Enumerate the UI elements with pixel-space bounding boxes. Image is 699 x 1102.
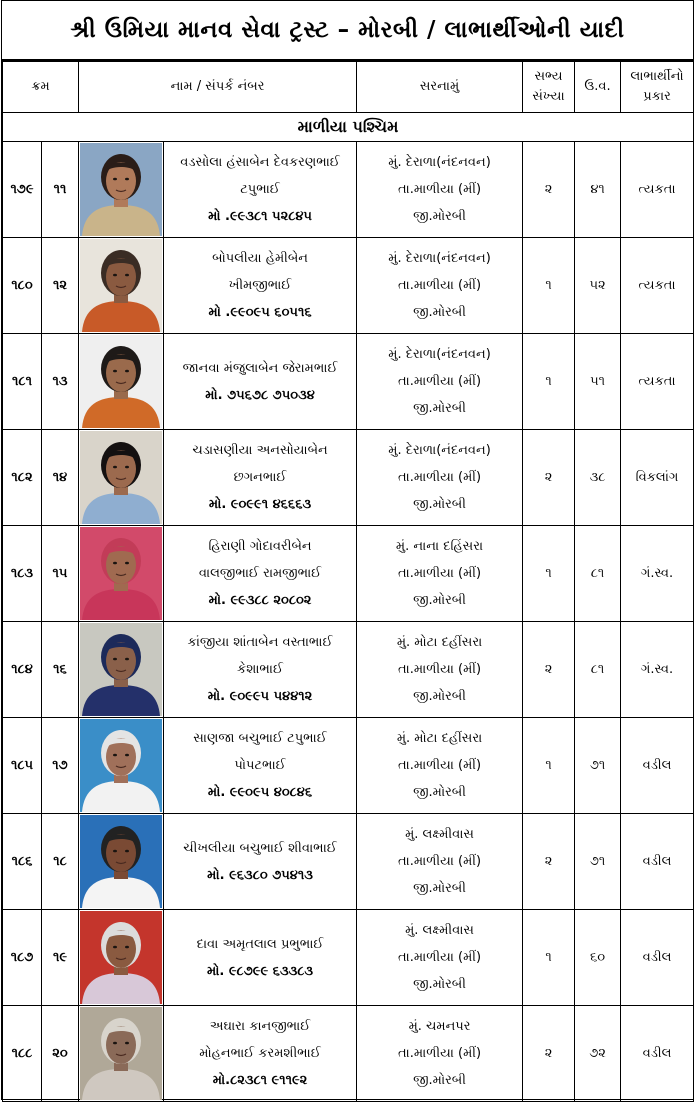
members-count: ૨ — [523, 142, 575, 238]
header-type-line1: લાભાર્થીનો — [630, 69, 684, 84]
beneficiary-name-line: બોપલીયા હેમીબેન — [212, 251, 308, 266]
sub-number: ૧૯ — [42, 910, 79, 1006]
beneficiary-name-line: અઘારા કાનજીભાઈ — [209, 1019, 311, 1034]
address-line: તા.માળીયા (મીં) — [397, 374, 482, 389]
header-members-line1: સભ્ય — [534, 69, 563, 84]
serial-number: ૧૮૩ — [3, 526, 42, 622]
section-row — [3, 113, 694, 142]
address-line: જી.મોરબી — [413, 689, 466, 704]
serial-number: ૧૮૨ — [3, 430, 42, 526]
beneficiary-type: ત્યકતા — [621, 334, 694, 430]
beneficiary-name-line: કેશાભાઈ — [237, 662, 284, 677]
address-line: તા.માળીયા (મીં) — [397, 950, 482, 965]
contact-number: મો. ૯૦૯૯૧ ૪૬૬૬૩ — [208, 497, 312, 512]
photo-frame — [80, 239, 162, 332]
address-line: મું. ચમનપર — [408, 1019, 471, 1034]
age-value: ૮૧ — [575, 526, 621, 622]
address-line: મું. દેરાળા(નંદનવન) — [388, 251, 491, 266]
address-line: જી.મોરબી — [413, 497, 466, 512]
beneficiary-name-line: કાંજીયા શાંતાબેન વસ્તાભાઈ — [187, 635, 333, 650]
address-line: તા.માળીયા (મીં) — [397, 662, 482, 677]
beneficiary-list-page — [1, 0, 694, 1100]
name-cell — [164, 238, 357, 334]
header-row — [3, 62, 694, 113]
members-count: ૧ — [523, 334, 575, 430]
age-value: ૫૧ — [575, 334, 621, 430]
name-cell — [164, 1006, 357, 1102]
age-value: ૭૨ — [575, 1006, 621, 1102]
photo-cell — [79, 718, 164, 814]
members-count: ૧ — [523, 910, 575, 1006]
beneficiary-type: વડીલ — [621, 814, 694, 910]
table-row — [3, 718, 694, 814]
serial-number: ૧૭૯ — [3, 142, 42, 238]
serial-number: ૧૮૪ — [3, 622, 42, 718]
contact-number: મો. ૯૬૩૮૦ ૭૫૪૧૩ — [207, 867, 313, 883]
header-type-line2: પ્રકાર — [643, 89, 671, 104]
beneficiary-name-line: છગનભાઈ — [233, 470, 287, 485]
portrait-photo — [80, 143, 162, 236]
contact-number: મો. ૯૮૭૯૯ ૬૩૩૮૩ — [206, 963, 314, 979]
beneficiary-name-line: જાનવા મંજુલાબેન જેરામભાઈ — [182, 360, 338, 376]
address-cell — [357, 238, 523, 334]
table-row — [3, 910, 694, 1006]
portrait-photo — [80, 911, 162, 1004]
serial-number: ૧૮૫ — [3, 718, 42, 814]
name-cell — [164, 526, 357, 622]
photo-frame — [80, 431, 162, 524]
sub-number: ૧૮ — [42, 814, 79, 910]
sub-number: ૧૧ — [42, 142, 79, 238]
beneficiary-type: વડીલ — [621, 718, 694, 814]
beneficiary-name-line: વાલજીભાઈ રામજીભાઈ — [198, 566, 322, 581]
photo-cell — [79, 238, 164, 334]
table-row — [3, 622, 694, 718]
contact-number: મો. ૯૯૩૮૮ ૨૦૮૦૨ — [208, 593, 312, 608]
address-cell — [357, 334, 523, 430]
sub-number: ૧૬ — [42, 622, 79, 718]
photo-cell — [79, 430, 164, 526]
photo-cell — [79, 334, 164, 430]
header-age: ઉ.વ. — [575, 62, 621, 113]
page-title: શ્રી ઉમિયા માનવ સેવા ટ્રસ્ટ – મોરબી / લાભાર્થીઓની યાદી — [2, 1, 693, 61]
serial-number: ૧૮૦ — [3, 238, 42, 334]
address-line: જી.મોરબી — [413, 1073, 466, 1088]
members-count: ૨ — [523, 622, 575, 718]
address-line: જી.મોરબી — [413, 977, 466, 992]
beneficiary-name-line: ટપુભાઈ — [240, 182, 280, 197]
name-cell — [164, 142, 357, 238]
table-row — [3, 526, 694, 622]
address-line: મું. દેરાળા(નંદનવન) — [388, 443, 491, 458]
section-title: માળીયા પશ્ચિમ — [3, 113, 694, 142]
table-row — [3, 814, 694, 910]
beneficiary-type: ગં.સ્વ. — [621, 526, 694, 622]
address-line: જી.મોરબી — [413, 209, 466, 224]
photo-frame — [80, 719, 162, 812]
sub-number: ૧૩ — [42, 334, 79, 430]
photo-frame — [80, 143, 162, 236]
serial-number: ૧૮૬ — [3, 814, 42, 910]
portrait-photo — [80, 431, 162, 524]
serial-number: ૧૮૧ — [3, 334, 42, 430]
age-value: ૩૮ — [575, 430, 621, 526]
beneficiary-name-line: મોહનભાઈ કરમશીભાઈ — [199, 1046, 321, 1061]
beneficiary-name-line: ખીમજીભાઈ — [228, 278, 292, 293]
address-line: જી.મોરબી — [413, 881, 466, 896]
address-cell — [357, 622, 523, 718]
sub-number: ૧૫ — [42, 526, 79, 622]
address-line: મું. લક્ષ્મીવાસ — [405, 923, 474, 938]
name-cell — [164, 718, 357, 814]
portrait-photo — [80, 1007, 162, 1100]
address-line: તા.માળીયા (મીં) — [397, 278, 482, 293]
header-address: સરનામું — [357, 62, 523, 113]
photo-frame — [80, 1007, 162, 1100]
members-count: ૧ — [523, 718, 575, 814]
age-value: ૮૧ — [575, 622, 621, 718]
address-line: જી.મોરબી — [413, 401, 466, 416]
sub-number: ૧૭ — [42, 718, 79, 814]
address-line: મું. નાના દહિંસરા — [395, 539, 484, 554]
beneficiary-type: ત્યકતા — [621, 238, 694, 334]
photo-cell — [79, 814, 164, 910]
photo-cell — [79, 910, 164, 1006]
photo-frame — [80, 623, 162, 716]
age-value: ૬૦ — [575, 910, 621, 1006]
sub-number: ૨૦ — [42, 1006, 79, 1102]
table-row — [3, 430, 694, 526]
portrait-photo — [80, 335, 162, 428]
members-count: ૨ — [523, 430, 575, 526]
photo-frame — [80, 335, 162, 428]
age-value: ૪૧ — [575, 142, 621, 238]
members-count: ૨ — [523, 814, 575, 910]
beneficiary-name-line: સાણજા બચુભાઈ ટપુભાઈ — [193, 731, 327, 746]
beneficiary-type: ત્યકતા — [621, 142, 694, 238]
contact-number: મો. ૭૫૬૭૮ ૭૫૦૩૪ — [205, 387, 315, 403]
address-line: તા.માળીયા (મીં) — [397, 470, 482, 485]
beneficiary-type: ગં.સ્વ. — [621, 622, 694, 718]
age-value: ૫૨ — [575, 238, 621, 334]
name-cell — [164, 814, 357, 910]
portrait-photo — [80, 623, 162, 716]
contact-number: મો. ૯૦૯૯૫ ૫૪૪૧૨ — [207, 689, 313, 704]
sub-number: ૧૪ — [42, 430, 79, 526]
table-row — [3, 142, 694, 238]
beneficiary-type: વડીલ — [621, 1006, 694, 1102]
table-row — [3, 238, 694, 334]
portrait-photo — [80, 719, 162, 812]
header-name: નામ / સંપર્ક નંબર — [79, 62, 357, 113]
beneficiary-name-line: ચીખલીયા બચુભાઈ શીવાભાઈ — [183, 840, 337, 856]
photo-cell — [79, 622, 164, 718]
portrait-photo — [80, 527, 162, 620]
serial-number: ૧૮૭ — [3, 910, 42, 1006]
address-line: મું. મોટા દહીંસરા — [396, 731, 483, 746]
photo-cell — [79, 526, 164, 622]
address-cell — [357, 814, 523, 910]
address-cell — [357, 526, 523, 622]
name-cell — [164, 910, 357, 1006]
photo-cell — [79, 142, 164, 238]
portrait-photo — [80, 815, 162, 908]
sub-number: ૧૨ — [42, 238, 79, 334]
photo-frame — [80, 911, 162, 1004]
beneficiary-type: વડીલ — [621, 910, 694, 1006]
address-cell — [357, 430, 523, 526]
beneficiary-table — [2, 61, 694, 1102]
beneficiary-type: વિકલાંગ — [621, 430, 694, 526]
address-line: તા.માળીયા (મીં) — [397, 758, 482, 773]
address-line: જી.મોરબી — [413, 785, 466, 800]
contact-number: મો.૮૨૩૮૧ ૯૧૧૯૨ — [212, 1073, 308, 1088]
header-type — [621, 62, 694, 113]
beneficiary-name-line: હિરાણી ગોદાવરીબેન — [208, 539, 312, 554]
address-line: મું. દેરાળા(નંદનવન) — [388, 155, 491, 170]
name-cell — [164, 334, 357, 430]
portrait-photo — [80, 239, 162, 332]
table-row — [3, 334, 694, 430]
address-line: તા.માળીયા (મીં) — [397, 1046, 482, 1061]
address-cell — [357, 1006, 523, 1102]
name-cell — [164, 622, 357, 718]
beneficiary-name-line: વડસોલા હંસાબેન દેવકરણભાઈ — [180, 155, 340, 170]
header-members-line2: સંખ્યા — [532, 89, 565, 104]
address-cell — [357, 142, 523, 238]
address-line: મું. લક્ષ્મીવાસ — [405, 827, 474, 842]
header-kram: ક્રમ — [3, 62, 79, 113]
beneficiary-name-line: દાવા અમૃતલાલ પ્રભુભાઈ — [196, 936, 324, 952]
members-count: ૧ — [523, 526, 575, 622]
beneficiary-name-line: ચડાસણીયા અનસોયાબેન — [192, 443, 328, 458]
photo-cell — [79, 1006, 164, 1102]
contact-number: મો. ૯૯૦૯૫ ૪૦૮૪૬ — [207, 785, 313, 800]
address-line: મું. મોટા દહીંસરા — [396, 635, 483, 650]
address-line: મું. દેરાળા(નંદનવન) — [388, 347, 491, 362]
address-line: તા.માળીયા (મીં) — [397, 182, 482, 197]
address-line: જી.મોરબી — [413, 593, 466, 608]
address-cell — [357, 910, 523, 1006]
address-line: જી.મોરબી — [413, 305, 466, 320]
contact-number: મો .૯૯૦૯૫ ૬૦૫૧૬ — [208, 305, 312, 320]
age-value: ૭૧ — [575, 814, 621, 910]
contact-number: મો .૯૯૩૮૧ ૫૨૮૪૫ — [208, 209, 312, 224]
beneficiary-name-line: પોપટભાઈ — [234, 758, 286, 773]
members-count: ૧ — [523, 238, 575, 334]
serial-number: ૧૮૮ — [3, 1006, 42, 1102]
age-value: ૭૧ — [575, 718, 621, 814]
address-cell — [357, 718, 523, 814]
header-members — [523, 62, 575, 113]
photo-frame — [80, 815, 162, 908]
name-cell — [164, 430, 357, 526]
address-line: તા.માળીયા (મીં) — [397, 854, 482, 869]
table-row — [3, 1006, 694, 1102]
address-line: તા.માળીયા (મીં) — [397, 566, 482, 581]
photo-frame — [80, 527, 162, 620]
members-count: ૨ — [523, 1006, 575, 1102]
